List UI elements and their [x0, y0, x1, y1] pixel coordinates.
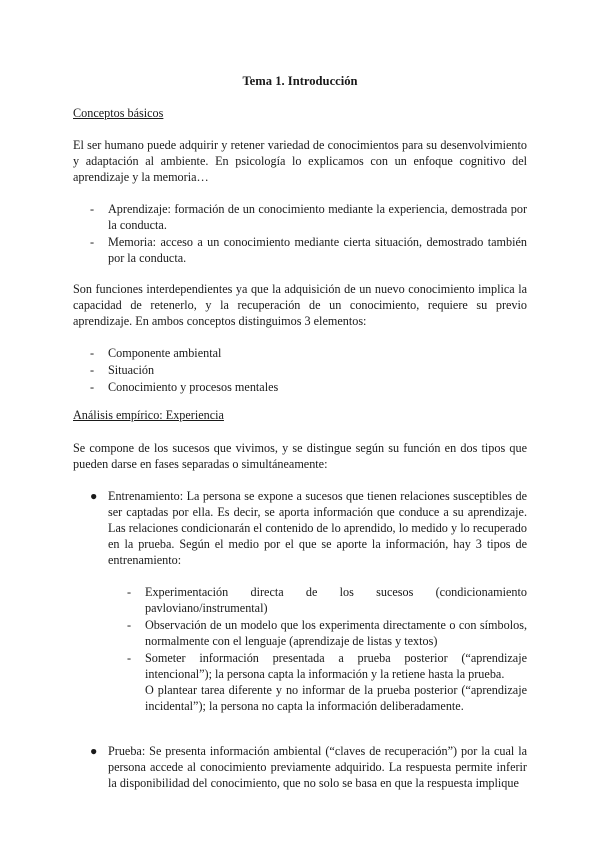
bullet-text: Entrenamiento: La persona se expone a sucesos que tienen relaciones susceptibles de ser captadas por ella. Es decir, se aporta información que conduce a su aprendizaje. Las relaciones condicionarán el contenido de lo aprendido, lo medido y lo recuperado en la prueba. Según el medio por el que se aporte la información, hay 3 tipos de entrenamiento:	[108, 489, 527, 567]
definitions-list	[90, 201, 527, 267]
list-item	[127, 617, 527, 649]
list-item	[90, 234, 527, 266]
list-item	[90, 345, 527, 361]
list-item-text: Situación	[108, 363, 155, 377]
list-item	[127, 584, 527, 616]
dash-marker: -	[90, 363, 95, 377]
list-item-text: Conocimiento y procesos mentales	[108, 380, 279, 394]
paragraph-interdependence: Son funciones interdependientes ya que la adquisición de un nuevo conocimiento implica la capacidad de retenerlo, y la recuperación de un conocimiento, requiere su previo aprendizaje. En ambos conceptos distinguimos 3 elementos:	[73, 282, 527, 328]
dash-marker: -	[90, 380, 95, 394]
list-item-text: Memoria: acceso a un conocimiento mediante cierta situación, demostrado también por la conducta.	[108, 235, 527, 265]
list-item-text: Observación de un modelo que los experimenta directamente o con símbolos, normalmente con el lenguaje (aprendizaje de listas y textos)	[145, 618, 527, 648]
list-item-text: Someter información presentada a prueba posterior (“aprendizaje intencional”); la persona capta la información y la retiene hasta la prueba.	[145, 651, 527, 681]
page-title: Tema 1. Introducción	[242, 74, 358, 88]
section-heading-conceptos: Conceptos básicos	[73, 106, 164, 120]
list-item	[90, 362, 527, 378]
section-heading-analisis: Análisis empírico: Experiencia	[73, 408, 224, 422]
list-item	[90, 201, 527, 233]
bullet-marker: ●	[90, 744, 98, 758]
dash-marker: -	[127, 651, 132, 665]
dash-marker: -	[127, 618, 132, 632]
paragraph-experiencia: Se compone de los sucesos que vivimos, y se distingue según su función en dos tipos que pueden darse en fases separadas o simultáneamente:	[73, 441, 527, 471]
list-item-text: Experimentación directa de los sucesos (condicionamiento pavloviano/instrumental)	[145, 585, 527, 615]
list-item-text: Aprendizaje: formación de un conocimiento mediante la experiencia, demostrada por la conducta.	[108, 202, 527, 232]
bullet-entrenamiento	[90, 488, 527, 568]
dash-marker: -	[90, 346, 95, 360]
dash-marker: -	[90, 202, 95, 216]
list-item-text: Componente ambiental	[108, 346, 222, 360]
dash-marker: -	[90, 235, 95, 249]
list-item-continuation: O plantear tarea diferente y no informar de la prueba posterior (“aprendizaje incidental”); la persona no capta la información deliberadamente.	[145, 683, 527, 713]
training-types-list	[127, 584, 527, 715]
list-item	[127, 650, 527, 714]
paragraph-intro: El ser humano puede adquirir y retener variedad de conocimientos para su desenvolvimiento y adaptación al ambiente. En psicología lo explicamos con un enfoque cognitivo del aprendizaje y la memoria…	[73, 138, 527, 184]
bullet-prueba	[90, 743, 527, 791]
bullet-text: Prueba: Se presenta información ambiental (“claves de recuperación”) por la cual la persona accede al conocimiento previamente adquirido. La respuesta permite inferir la disponibilidad del conocimiento, que no solo se basa en que la respuesta implique	[108, 744, 527, 790]
dash-marker: -	[127, 585, 132, 599]
bullet-marker: ●	[90, 489, 98, 503]
list-item	[90, 379, 527, 395]
elements-list	[90, 345, 527, 396]
